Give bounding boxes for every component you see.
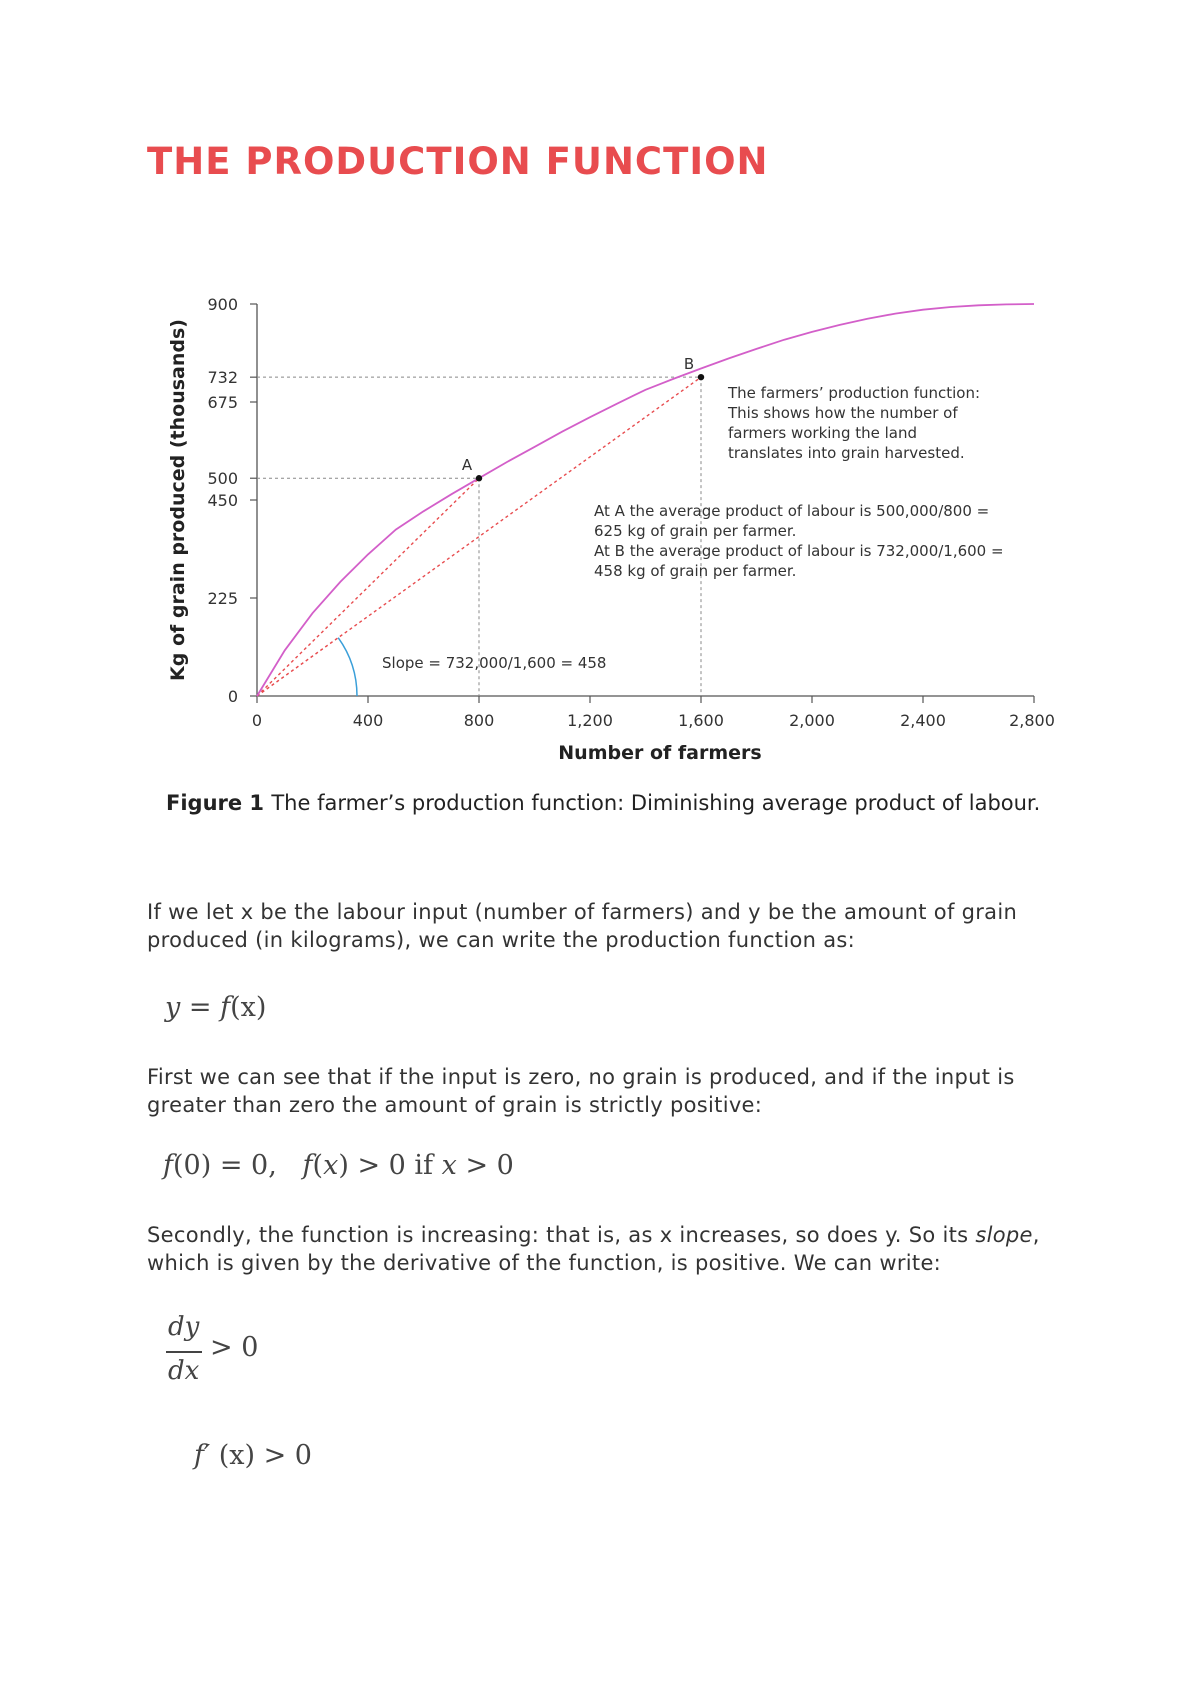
point-B-marker [698, 374, 704, 380]
avg-note-line: 458 kg of grain per farmer. [594, 562, 797, 580]
equation-f-prime: f′ (x) > 0 [194, 1440, 312, 1471]
figure-caption-text: The farmer’s production function: Diminishing average product of labour. [271, 791, 1041, 815]
x-tick-label: 2,000 [789, 711, 835, 730]
paragraph-2: First we can see that if the input is zero, no grain is produced, and if the input is greater than zero the amount of grain is strictly positive: [147, 1065, 1015, 1117]
curve-note-line: translates into grain harvested. [728, 444, 965, 462]
x-tick-label: 1,600 [678, 711, 724, 730]
paragraph-1: If we let x be the labour input (number of farmers) and y be the amount of grain produced (in kilograms), we can write the production function as: [147, 900, 1018, 952]
x-tick-label: 0 [251, 711, 263, 730]
equation-y-equals-f-x: y = f(x) [165, 992, 267, 1023]
y-tick-label: 900 [207, 295, 238, 314]
point-A-marker [476, 475, 482, 481]
avg-note-line: At A the average product of labour is 500,000/800 = [594, 502, 990, 520]
y-tick-label: 675 [207, 393, 238, 412]
equation-f-zero: f(0) = 0, f(x) > 0 if x > 0 [163, 1150, 514, 1181]
figure-caption [166, 791, 1040, 815]
paragraph-3: Secondly, the function is increasing: that is, as x increases, so does y. So its slope, which is given by the derivative of the function, is positive. We can write: [147, 1223, 1040, 1275]
point-A-label: A [461, 456, 473, 475]
page-title: THE PRODUCTION FUNCTION [147, 140, 769, 183]
x-tick-label: 1,200 [567, 711, 613, 730]
y-axis-title: Kg of grain produced (thousands) [167, 319, 189, 681]
fraction-bar [166, 1351, 202, 1353]
x-tick-label: 400 [352, 711, 384, 730]
y-tick-label: 500 [207, 469, 238, 489]
chart-labels [166, 295, 1055, 815]
figure-caption-number: Figure 1 [166, 791, 272, 815]
slope-emphasis: slope [975, 1223, 1033, 1247]
slope-arc [338, 638, 357, 696]
y-tick-label: 450 [207, 491, 238, 510]
curve-note-line: farmers working the land [728, 424, 918, 442]
production-curve [257, 304, 1034, 696]
y-tick-label: 225 [207, 589, 238, 608]
slope-note: Slope = 732,000/1,600 = 458 [382, 654, 607, 672]
avg-note-line: 625 kg of grain per farmer. [594, 522, 797, 540]
x-tick-label: 2,400 [900, 711, 946, 730]
point-B-label: B [683, 355, 695, 374]
x-tick-label: 800 [463, 711, 495, 730]
curve-note-line: This shows how the number of [728, 404, 958, 422]
production-function-figure [150, 280, 1060, 840]
curve-note-line: The farmers’ production function: [728, 384, 981, 402]
y-tick-label: 732 [207, 368, 238, 388]
chart-marks [257, 304, 1034, 696]
x-tick-label: 2,800 [1009, 711, 1055, 730]
y-tick-label: 0 [227, 687, 238, 706]
x-axis-title: Number of farmers [558, 742, 762, 764]
avg-note-line: At B the average product of labour is 732,000/1,600 = [594, 542, 1004, 560]
